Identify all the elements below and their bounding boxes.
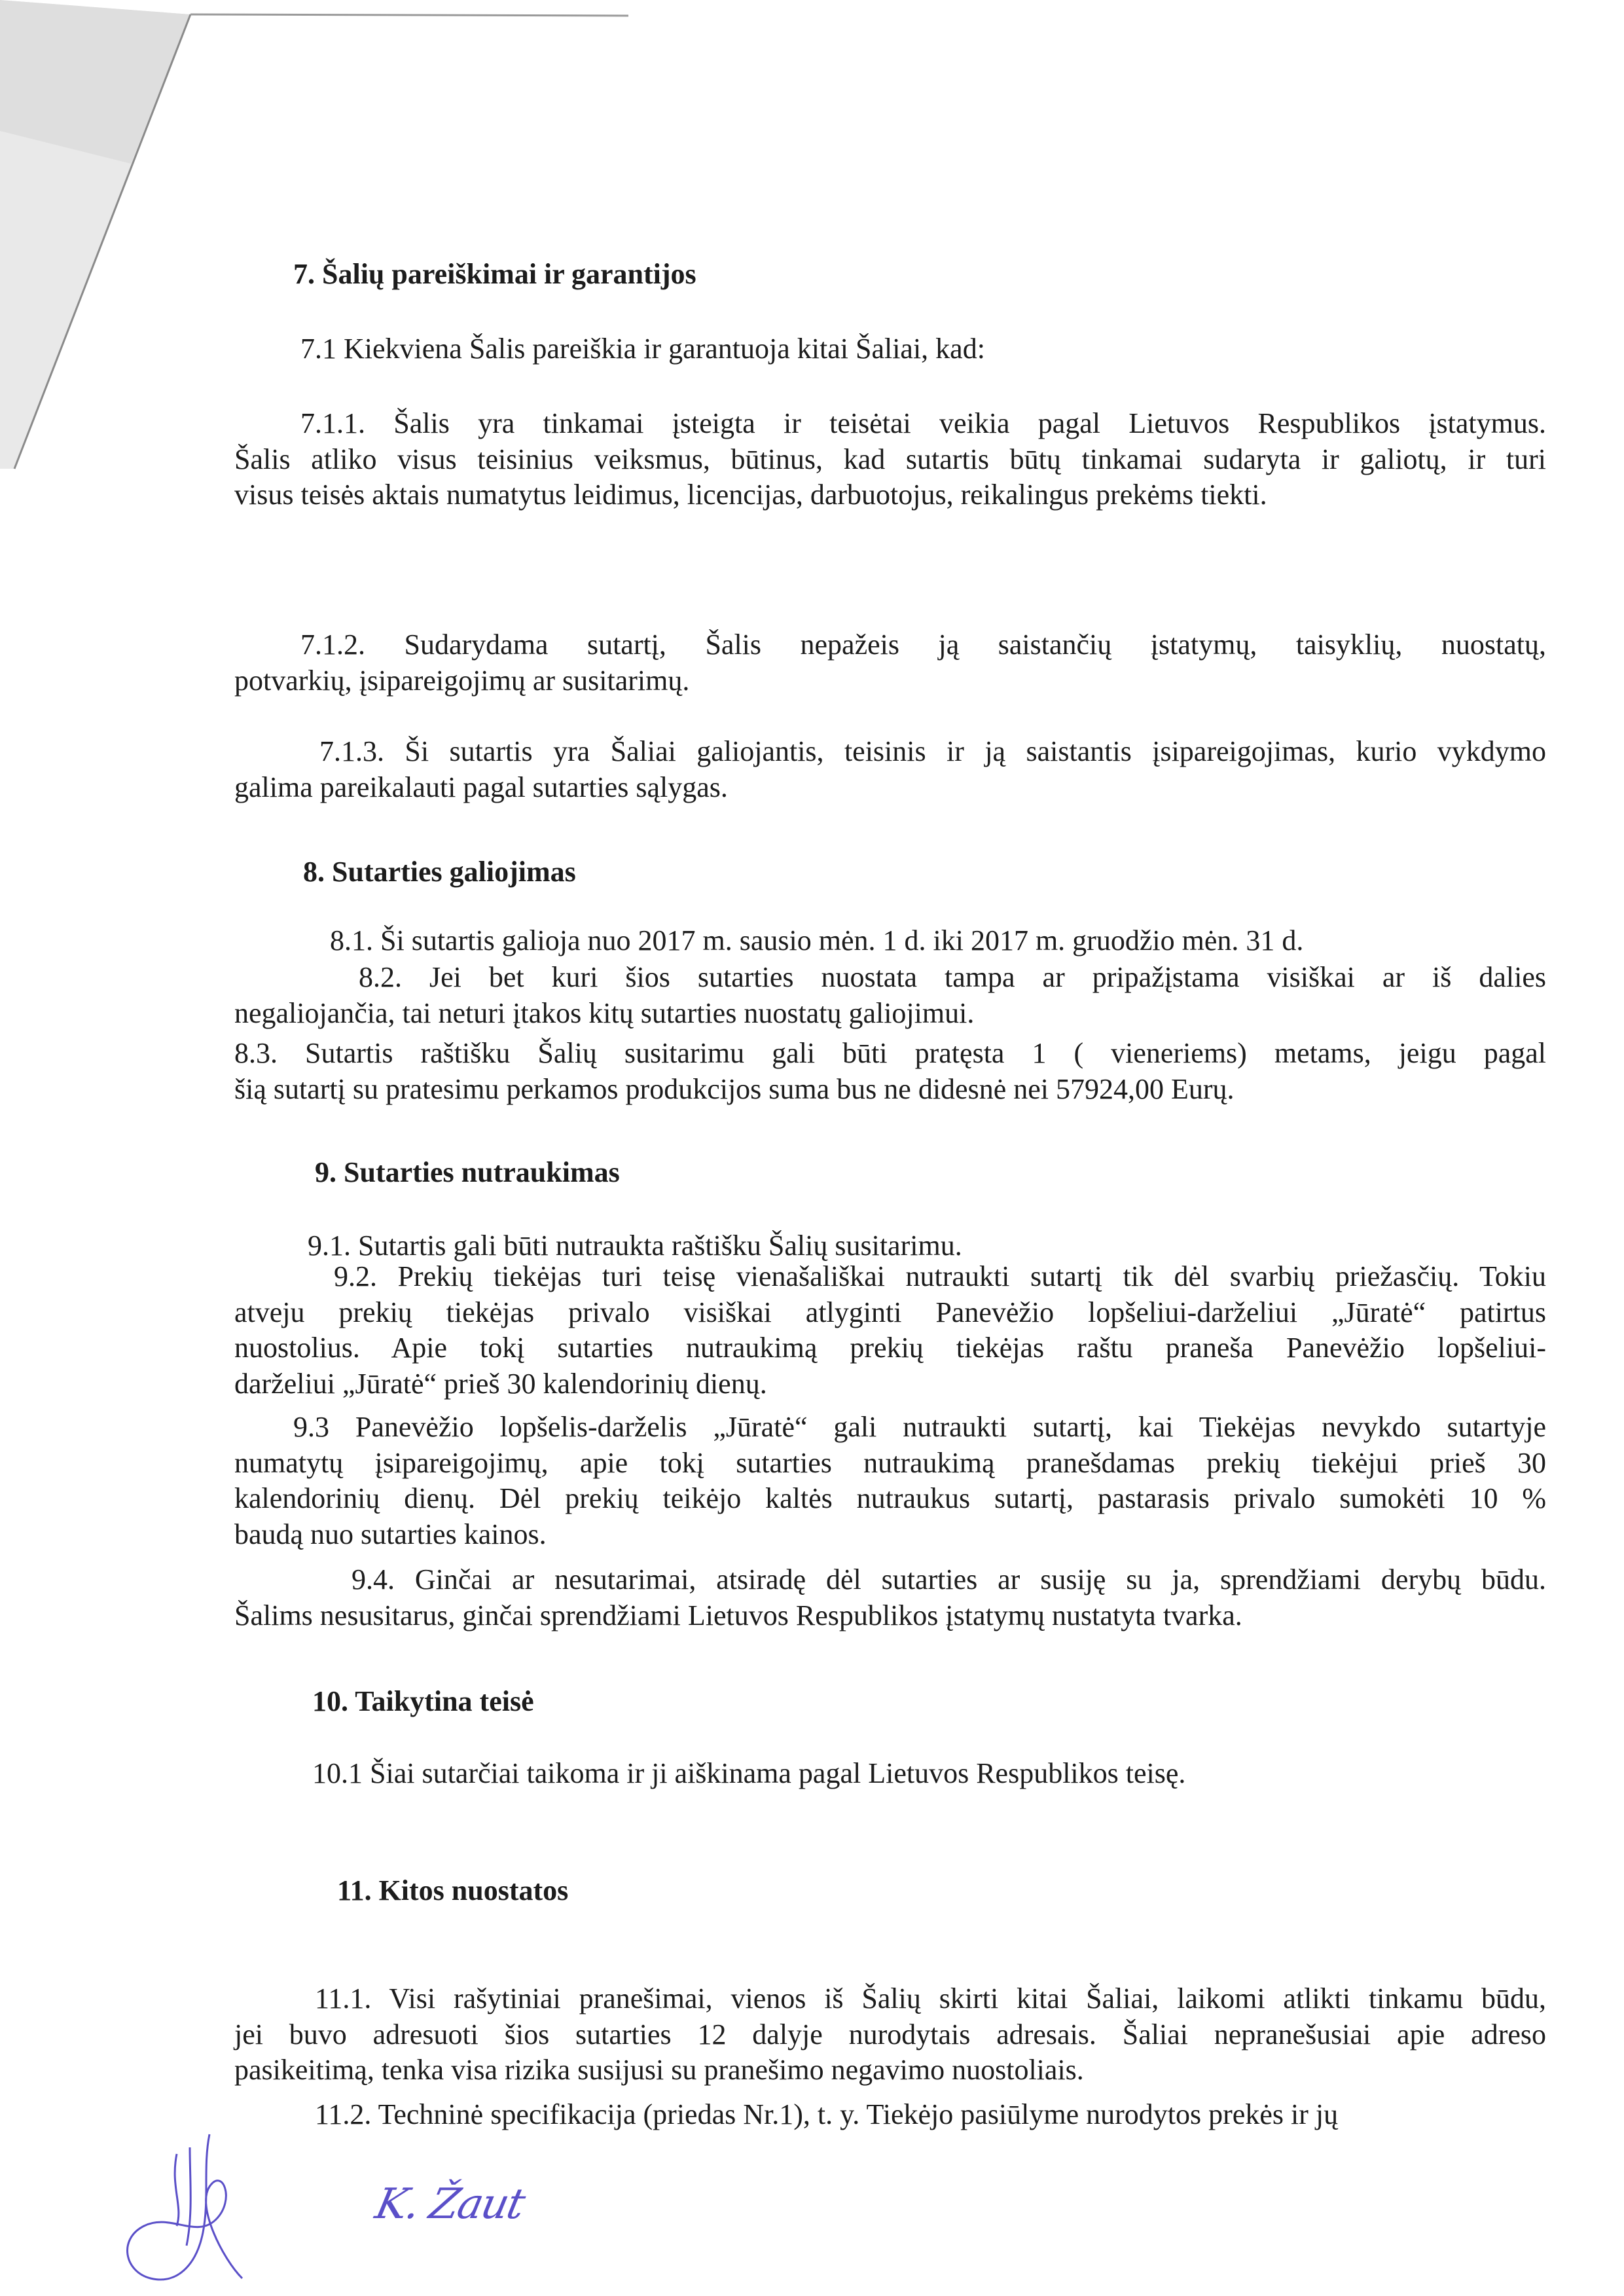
text-line: negaliojančia, tai neturi įtakos kitų sutarties nuostatų galiojimui. xyxy=(234,996,975,1029)
text-line: 7.1 Kiekviena Šalis pareiškia ir garantuoja kitai Šaliai, kad: xyxy=(300,333,985,365)
text-line: 9.4. Ginčai ar nesutarimai, atsiradę dėl sutarties ar susiję su ja, sprendžiami derybų būdu. xyxy=(352,1563,1546,1595)
text-line: galima pareikalauti pagal sutarties sąlygas. xyxy=(234,771,728,803)
text-line: šią sutartį su pratesimu perkamos produkcijos suma bus ne didesnė nei 57924,00 Eurų. xyxy=(234,1072,1235,1105)
section-heading: 7. Šalių pareiškimai ir garantijos xyxy=(293,258,696,290)
text-line: 8.2. Jei bet kuri šios sutarties nuostata tampa ar pripažįstama visiškai ar iš dalies xyxy=(359,961,1546,993)
paragraph xyxy=(234,1562,1546,1633)
text-line: kalendorinių dienų. Dėl prekių teikėjo kaltės nutraukus sutartį, pastarasis privalo sumokėti 10 % xyxy=(234,1482,1546,1514)
text-line: atveju prekių tiekėjas privalo visiškai atlyginti Panevėžio lopšeliui-darželiui „Jūratė“ patirtus xyxy=(234,1296,1546,1328)
text-line: 11.2. Techninė specifikacija (priedas Nr.1), t. y. Tiekėjo pasiūlyme nurodytos prekės ir jų xyxy=(315,2098,1339,2130)
paragraph xyxy=(234,406,1546,513)
text-line: jei buvo adresuoti šios sutarties 12 dalyje nurodytais adresais. Šaliai nepranešusiai apie adreso xyxy=(234,2018,1546,2050)
text-line: Šalims nesusitarus, ginčai sprendžiami Lietuvos Respublikos įstatymų nustatyta tvarka. xyxy=(234,1599,1242,1631)
paragraph xyxy=(234,331,1546,367)
text-line: 7.1.2. Sudarydama sutartį, Šalis nepažeis ją saistančių įstatymų, taisyklių, nuostatų, xyxy=(300,629,1546,661)
paragraph xyxy=(234,2097,1546,2133)
text-line: 8.1. Ši sutartis galioja nuo 2017 m. sausio mėn. 1 d. iki 2017 m. gruodžio mėn. 31 d. xyxy=(330,924,1304,957)
paragraph xyxy=(234,1036,1546,1107)
text-line: visus teisės aktais numatytus leidimus, licencijas, darbuotojus, reikalingus prekėms tiekti. xyxy=(234,479,1267,511)
text-line: 8.3. Sutartis raštišku Šalių susitarimu gali būti pratęsta 1 ( vieneriems) metams, jeigu pagal xyxy=(234,1037,1546,1069)
paragraph xyxy=(234,1410,1546,1552)
text-line: pasikeitimą, tenka visa rizika susijusi su pranešimo negavimo nuostoliais. xyxy=(234,2054,1084,2086)
paragraph xyxy=(234,1981,1546,2088)
text-line: 7.1.3. Ši sutartis yra Šaliai galiojantis, teisinis ir ją saistantis įsipareigojimas, kurio vykdymo xyxy=(319,735,1546,767)
text-line: 9.1. Sutartis gali būti nutraukta raštišku Šalių susitarimu. xyxy=(308,1230,962,1262)
paragraph xyxy=(234,923,1546,959)
paragraph xyxy=(234,960,1546,1031)
text-line: 10.1 Šiai sutarčiai taikoma ir ji aiškinama pagal Lietuvos Respublikos teisę. xyxy=(312,1757,1186,1789)
text-line: darželiui „Jūratė“ prieš 30 kalendorinių dienų. xyxy=(234,1367,767,1400)
text-line: 7.1.1. Šalis yra tinkamai įsteigta ir teisėtai veikia pagal Lietuvos Respublikos įstatymus. xyxy=(300,407,1546,439)
paragraph xyxy=(234,1756,1546,1792)
signature-2: K. Žaut xyxy=(371,2180,528,2229)
section-heading: 9. Sutarties nutraukimas xyxy=(315,1156,620,1188)
paragraph xyxy=(234,627,1546,699)
text-line: 9.3 Panevėžio lopšelis-darželis „Jūratė“ gali nutraukti sutartį, kai Tiekėjas nevykdo sutartyje xyxy=(293,1411,1546,1443)
text-line: Šalis atliko visus teisinius veiksmus, būtinus, kad sutartis būtų tinkamai sudaryta ir galiotų, ir turi xyxy=(234,443,1546,475)
text-line: 9.2. Prekių tiekėjas turi teisę vienašališkai nutraukti sutartį tik dėl svarbių priežasčių. Tokiu xyxy=(334,1260,1546,1292)
text-line: numatytų įsipareigojimų, apie tokį sutarties nutraukimą pranešdamas prekių tiekėjui prieš 30 xyxy=(234,1446,1546,1479)
text-line: potvarkių, įsipareigojimų ar susitarimų. xyxy=(234,664,690,697)
section-heading: 11. Kitos nuostatos xyxy=(337,1874,569,1906)
text-line: nuostolius. Apie tokį sutarties nutraukimą prekių tiekėjas raštu praneša Panevėžio lopšeliui- xyxy=(234,1332,1546,1364)
signature-1 xyxy=(111,2128,281,2291)
section-heading: 10. Taikytina teisė xyxy=(312,1685,534,1717)
text-line: baudą nuo sutarties kainos. xyxy=(234,1518,547,1550)
paragraph xyxy=(234,1259,1546,1402)
section-heading: 8. Sutarties galiojimas xyxy=(303,856,576,888)
paragraph xyxy=(234,734,1546,805)
text-line: 11.1. Visi rašytiniai pranešimai, vienos iš Šalių skirti kitai Šaliai, laikomi atlikti tinkamu būdu, xyxy=(315,1982,1546,2014)
